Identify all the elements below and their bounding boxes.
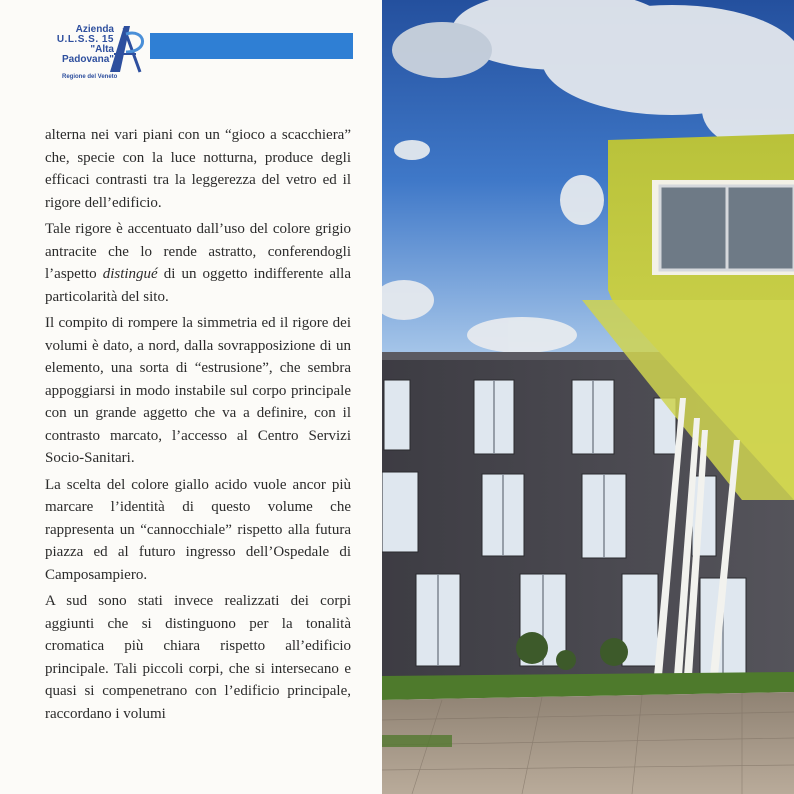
logo-line-3: "Alta	[90, 44, 114, 55]
paragraph-3: Il compito di rompere la simmetria ed il rigore dei volumi è dato, a nord, dalla sovrapposizione di un elemento, una sorta di “estrusione”, che sembra appoggiarsi in modo instabile sul corpo principale con un grande aggetto che va a definire, con il contrasto marcato, l’accesso al Centro Servizi Socio-Sanitari.	[45, 315, 351, 466]
ulss-logo	[44, 22, 144, 82]
building-photo	[382, 0, 794, 794]
logo-line-1: Azienda	[75, 24, 114, 35]
logo-line-4: Padovana"	[62, 54, 114, 65]
ap-logo-mark-icon	[106, 22, 146, 76]
emphasis-text: distingué	[102, 266, 158, 282]
logo-text	[44, 25, 114, 65]
building-photo-illustration	[382, 0, 794, 794]
header-color-bar	[150, 33, 353, 59]
article-body	[45, 124, 351, 729]
logo-region: Regione del Veneto	[62, 74, 118, 80]
text-page	[0, 0, 382, 794]
paragraph-4: La scelta del colore giallo acido vuole ancor più marcare l’identità di questo volume che rappresenta un “cannocchiale” rispetto alla futura piazza ed al futuro ingresso dell’Ospedale di Camposampiero.	[45, 476, 351, 583]
paragraph-2: Tale rigore è accentuato dall’uso del colore grigio antracite che lo rende astratto, conferendogli l’aspetto distingué di un oggetto indifferente alla particolarità del sito.	[45, 221, 351, 305]
paragraph-1: alterna nei vari piani con un “gioco a scacchiera” che, specie con la luce notturna, produce degli efficaci contrasti tra la leggerezza del vetro ed il rigore dell’edificio.	[45, 127, 351, 211]
logo-line-2: U.L.S.S. 15	[56, 34, 114, 45]
paragraph-5: A sud sono stati invece realizzati dei corpi aggiunti che si distinguono per la tonalità cromatica più chiara rispetto all’edificio principale. Tali piccoli corpi, che si intersecano e quasi si compenetrano con l’edificio principale, raccordano i volumi	[45, 593, 351, 722]
